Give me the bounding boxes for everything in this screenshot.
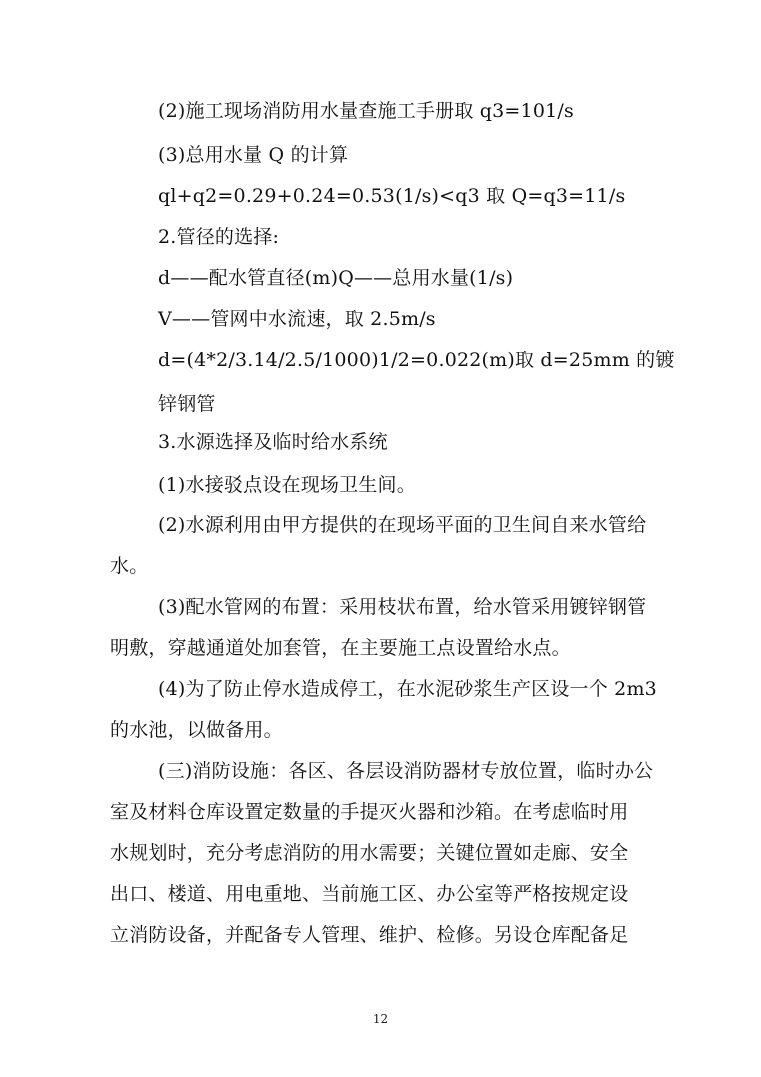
text-line: 锌钢管 xyxy=(158,393,216,415)
text-line: 2.管径的选择: xyxy=(158,226,280,248)
text-line: 3.水源选择及临时给水系统 xyxy=(158,431,388,453)
text-line: (3)总用水量 Q 的计算 xyxy=(158,144,349,166)
text-line: 水规划时，充分考虑消防的用水需要；关键位置如走廊、安全 xyxy=(110,842,629,864)
text-line: (1)水接驳点设在现场卫生间。 xyxy=(158,474,416,496)
text-line: 的水池，以做备用。 xyxy=(110,719,283,741)
page-number: 12 xyxy=(372,1012,389,1026)
text-line: (2)施工现场消防用水量查施工手册取 q3=101/s xyxy=(158,100,574,122)
text-line: (2)水源利用由甲方提供的在现场平面的卫生间自来水管给 xyxy=(158,514,647,536)
text-line: V——管网中水流速，取 2.5m/s xyxy=(158,308,436,330)
text-line: d=(4*2/3.14/2.5/1000)1/2=0.022(m)取 d=25mm 的镀 xyxy=(158,349,675,371)
text-line: 立消防设备，并配备专人管理、维护、检修。另设仓库配备足 xyxy=(110,924,629,946)
text-line: (三)消防设施：各区、各层设消防器材专放位置，临时办公 xyxy=(158,760,654,782)
text-line: ql+q2=0.29+0.24=0.53(1/s)<q3 取 Q=q3=11/s xyxy=(158,185,626,207)
text-line: 出口、楼道、用电重地、当前施工区、办公室等严格按规定设 xyxy=(110,883,629,905)
text-line: 明敷，穿越通道处加套管，在主要施工点设置给水点。 xyxy=(110,637,571,659)
text-line: (4)为了防止停水造成停工，在水泥砂浆生产区设一个 2m3 xyxy=(158,678,657,700)
text-line: (3)配水管网的布置：采用枝状布置，给水管采用镀锌钢管 xyxy=(158,596,647,618)
text-line: 室及材料仓库设置定数量的手提灭火器和沙箱。在考虑临时用 xyxy=(110,801,629,823)
text-line: 水。 xyxy=(110,555,149,577)
text-line: d——配水管直径(m)Q——总用水量(1/s) xyxy=(158,267,514,289)
